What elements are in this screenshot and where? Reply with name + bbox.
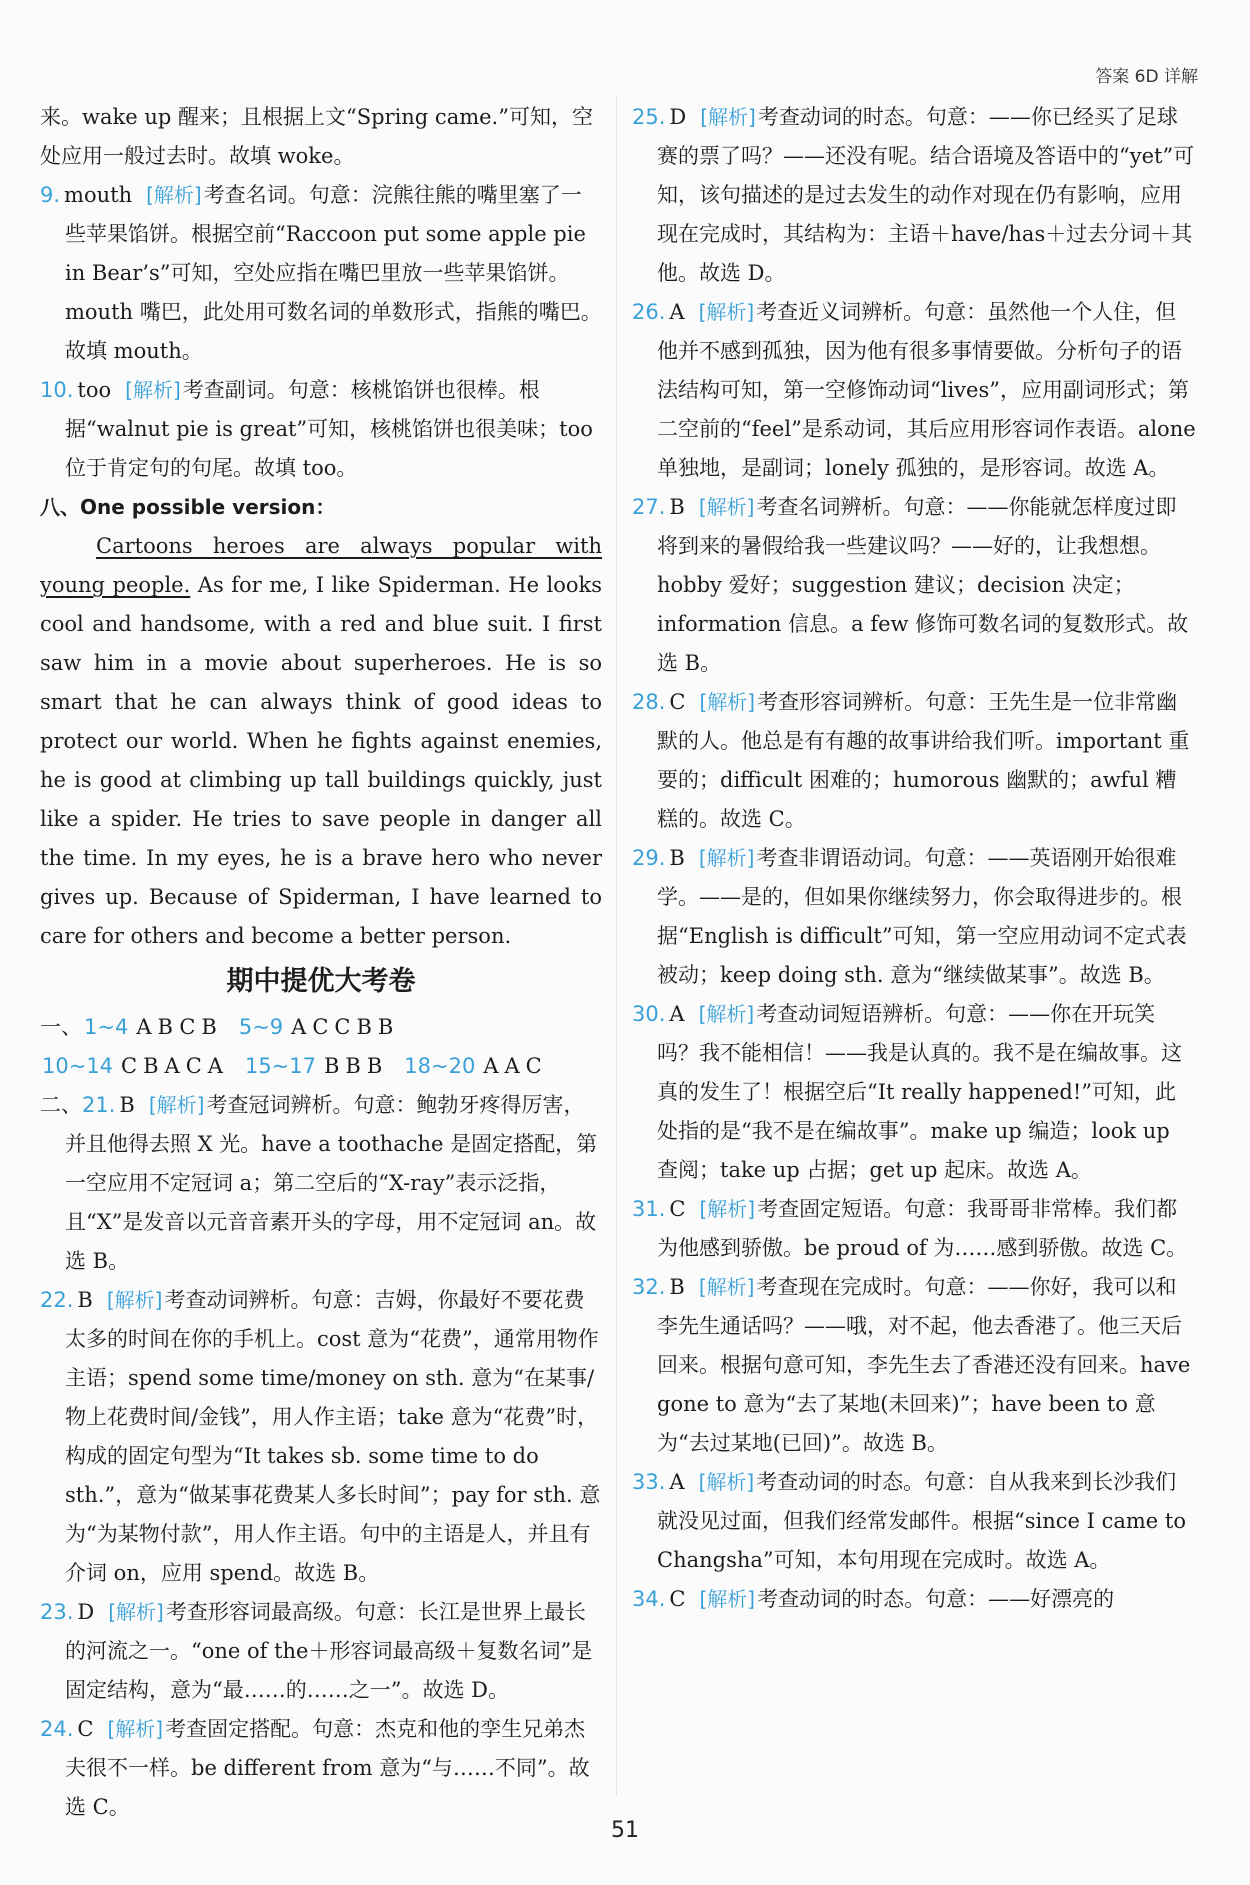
item-answer: D (669, 105, 687, 129)
item-answer: A (669, 1002, 685, 1026)
answer-key-row-2 (40, 1047, 602, 1086)
analysis-tag: [解析] (698, 1002, 755, 1026)
item-explanation: 考查动词的时态。句意：自从我来到长沙我们就没见过面，但我们经常发邮件。根据“since I came to Changsha”可知，本句用现在完成时。故选 A。 (657, 1470, 1186, 1572)
analysis-tag: [解析] (698, 300, 755, 324)
page-header: 答案 6D 详解 (1095, 67, 1198, 87)
item-answer: D (77, 1600, 95, 1624)
left-column (40, 98, 602, 1827)
key-range: 18~20 (404, 1054, 476, 1078)
item-explanation: 考查冠词辨析。句意：鲍勃牙疼得厉害，并且他得去照 X 光。have a toothache 是固定搭配，第一空应用不定冠词 a；第二空后的“X-ray”表示泛指，且“X”是发音以元音音素开头的字母，用不定冠词 an。故选 B。 (65, 1093, 598, 1273)
answer-item-33 (632, 1463, 1197, 1580)
item-explanation: 考查固定短语。句意：我哥哥非常棒。我们都为他感到骄傲。be proud of 为……感到骄傲。故选 C。 (657, 1197, 1188, 1260)
analysis-tag: [解析] (699, 1587, 756, 1611)
key-letters: ACCBB (291, 1015, 400, 1039)
analysis-tag: [解析] (698, 1470, 755, 1494)
item-number: 33. (632, 1470, 666, 1494)
item-number: 30. (632, 1002, 666, 1026)
item-explanation: 考查名词。句意：浣熊往熊的嘴里塞了一些苹果馅饼。根据空前“Raccoon put some apple pie in Bear’s”可知，空处应指在嘴巴里放一些苹果馅饼。mouth 嘴巴，此处用可数名词的单数形式，指熊的嘴巴。故填 mouth。 (65, 183, 602, 363)
answer-item-21 (40, 1086, 602, 1281)
answer-item-10 (40, 371, 602, 488)
analysis-tag: [解析] (106, 1288, 163, 1312)
analysis-tag: [解析] (698, 1275, 755, 1299)
item-answer: C (669, 1197, 686, 1221)
item-number: 34. (632, 1587, 666, 1611)
item-number: 32. (632, 1275, 666, 1299)
item-explanation: 考查动词的时态。句意：——你已经买了足球赛的票了吗？——还没有呢。结合语境及答语中的“yet”可知，该句描述的是过去发生的动作对现在仍有影响，应用现在完成时，其结构为：主语＋have/has＋过去分词＋其他。故选 D。 (657, 105, 1195, 285)
essay-underlined-sentence: Cartoons heroes are always popular with young people. (40, 534, 602, 597)
item-number: 22. (40, 1288, 74, 1312)
item-explanation: 考查固定搭配。句意：杰克和他的孪生兄弟杰夫很不一样。be different from 意为“与……不同”。故选 C。 (65, 1717, 590, 1819)
item-answer: B (119, 1093, 135, 1117)
item-number: 24. (40, 1717, 74, 1741)
item-number: 27. (632, 495, 666, 519)
key-range: 10~14 (42, 1054, 114, 1078)
item-explanation: 考查名词辨析。句意：——你能就怎样度过即将到来的暑假给我一些建议吗？——好的，让我想想。hobby 爱好；suggestion 建议；decision 决定；information 信息。a few 修饰可数名词的复数形式。故选 B。 (657, 495, 1189, 675)
answer-item-34 (632, 1580, 1197, 1619)
answer-item-29 (632, 839, 1197, 995)
item-explanation: 考查现在完成时。句意：——你好，我可以和李先生通话吗？——哦，对不起，他去香港了。他三天后回来。根据句意可知，李先生去了香港还没有回来。have gone to 意为“去了某地(未回来)”；have been to 意为“去过某地(已回)”。故选 B。 (657, 1275, 1191, 1455)
answer-item-25 (632, 98, 1197, 293)
key-letters: BBB (324, 1054, 389, 1078)
item-explanation: 考查形容词最高级。句意：长江是世界上最长的河流之一。“one of the＋形容词最高级＋复数名词”是固定结构，意为“最……的……之一”。故选 D。 (65, 1600, 593, 1702)
right-column (632, 98, 1197, 1619)
answer-item-28 (632, 683, 1197, 839)
item-answer: too (77, 378, 112, 402)
item-explanation: 考查近义词辨析。句意：虽然他一个人住，但他并不感到孤独，因为他有很多事情要做。分析句子的语法结构可知，第一空修饰动词“lives”，应用副词形式；第二空前的“feel”是系动词，其后应用形容词作表语。alone 单独地，是副词；lonely 孤独的，是形容词。故选 A。 (657, 300, 1196, 480)
analysis-tag: [解析] (698, 495, 755, 519)
key-letters: AAC (483, 1054, 548, 1078)
section-label: 二、 (40, 1093, 82, 1117)
key-range: 15~17 (244, 1054, 316, 1078)
item-number: 28. (632, 690, 666, 714)
analysis-tag: [解析] (700, 105, 756, 129)
item-answer: C (77, 1717, 94, 1741)
answer-item-9 (40, 176, 602, 371)
key-letters: CBACA (121, 1054, 229, 1078)
analysis-tag: [解析] (108, 1600, 164, 1624)
item-answer: B (669, 1275, 685, 1299)
analysis-tag: [解析] (699, 1197, 756, 1221)
answer-key-row-1 (40, 1008, 602, 1047)
analysis-tag: [解析] (699, 690, 756, 714)
item-answer: B (669, 846, 685, 870)
answer-item-22 (40, 1281, 602, 1593)
answer-item-23 (40, 1593, 602, 1710)
analysis-tag: [解析] (146, 183, 202, 207)
item-answer: B (77, 1288, 93, 1312)
item-explanation: 考查动词的时态。句意：——好漂亮的 (757, 1587, 1115, 1611)
item-explanation: 考查动词辨析。句意：吉姆，你最好不要花费太多的时间在你的手机上。cost 意为“花费”，通常用物作主语；spend some time/money on sth. 意为“在某事/物上花费时间/金钱”，用人作主语；take 意为“花费”时，构成的固定句型为“It takes sb. some time to do sth.”，意为“做某事花费某人多长时间”；pay for sth. 意为“为某物付款”，用人作主语。句中的主语是人，并且有介词 on，应用 spend。故选 B。 (65, 1288, 601, 1585)
answer-item-31 (632, 1190, 1197, 1268)
key-range: 5~9 (238, 1015, 284, 1039)
page-number: 51 (611, 1818, 639, 1843)
item-answer: B (669, 495, 685, 519)
item-number: 31. (632, 1197, 666, 1221)
item-answer: C (669, 690, 686, 714)
item-number: 21. (82, 1093, 116, 1117)
item-answer: C (669, 1587, 686, 1611)
answer-item-32 (632, 1268, 1197, 1463)
item-explanation: 考查副词。句意：核桃馅饼也很棒。根据“walnut pie is great”可知，核桃馅饼也很美味；too 位于肯定句的句尾。故填 too。 (65, 378, 593, 480)
item-number: 9. (40, 183, 61, 207)
item-answer: mouth (64, 183, 133, 207)
item-explanation: 考查动词短语辨析。句意：——你在开玩笑吗？我不能相信！——我是认真的。我不是在编故事。这真的发生了！根据空后“It really happened!”可知，此处指的是“我不是在编故事”。make up 编造；look up 查阅；take up 占据；get up 起床。故选 A。 (657, 1002, 1182, 1182)
analysis-tag: [解析] (698, 846, 755, 870)
item-answer: A (669, 1470, 685, 1494)
column-divider (616, 96, 617, 1796)
analysis-tag: [解析] (107, 1717, 164, 1741)
key-range: 1~4 (84, 1015, 129, 1039)
section-label: 一、 (40, 1015, 82, 1039)
item-explanation: 考查形容词辨析。句意：王先生是一位非常幽默的人。他总是有有趣的故事讲给我们听。important 重要的；difficult 困难的；humorous 幽默的；awful 糟糕的。故选 C。 (657, 690, 1190, 831)
answer-item-24 (40, 1710, 602, 1827)
essay-body: As for me, I like Spiderman. He looks cool and handsome, with a red and blue suit. I first saw him in a movie about superheroes. He is so smart that he can always think of good ideas to protect our world. When he fights against enemies, he is good at climbing up tall buildings quickly, just like a spider. He tries to save people in danger all the time. In my eyes, he is a brave hero who never gives up. Because of Spiderman, I have learned to care for others and become a better person. (40, 573, 603, 948)
section-heading-8: 八、One possible version： (40, 495, 336, 519)
item-number: 29. (632, 846, 666, 870)
answer-item-30 (632, 995, 1197, 1190)
key-letters: ABCB (136, 1015, 223, 1039)
analysis-tag: [解析] (125, 378, 181, 402)
continued-text: 来。wake up 醒来；且根据上文“Spring came.”可知，空处应用一般过去时。故填 woke。 (40, 105, 593, 168)
item-number: 23. (40, 1600, 74, 1624)
sample-essay (40, 527, 602, 956)
item-number: 10. (40, 378, 74, 402)
item-answer: A (669, 300, 685, 324)
item-number: 26. (632, 300, 666, 324)
item-number: 25. (632, 105, 666, 129)
answer-item-27 (632, 488, 1197, 683)
analysis-tag: [解析] (148, 1093, 205, 1117)
item-explanation: 考查非谓语动词。句意：——英语刚开始很难学。——是的，但如果你继续努力，你会取得进步的。根据“English is difficult”可知，第一空应用动词不定式表被动；keep doing sth. 意为“继续做某事”。故选 B。 (657, 846, 1187, 987)
exam-title: 期中提优大考卷 (226, 966, 416, 997)
answer-item-26 (632, 293, 1197, 488)
